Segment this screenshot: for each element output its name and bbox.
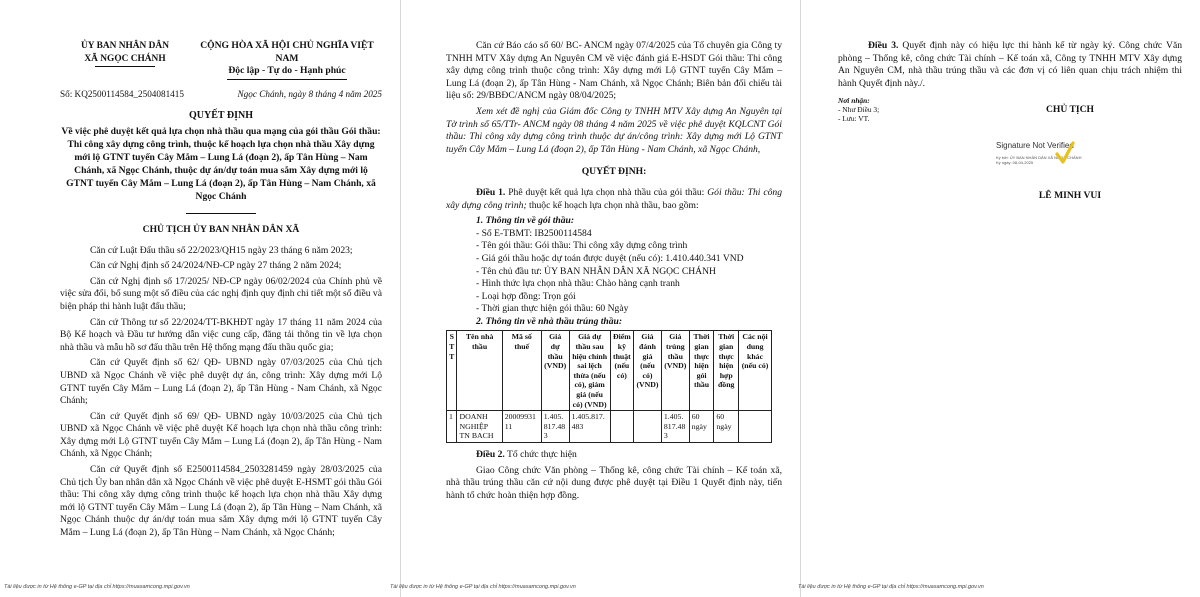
page-1 (0, 0, 400, 597)
authority-heading: CHỦ TỊCH ỦY BAN NHÂN DÂN XÃ (142, 223, 300, 235)
article-3: Điều 3. Quyết định này có hiệu lực thi hành kể từ ngày ký. Công chức Văn phòng – Thống kê, công chức Tài chính – Kế toán xã, Công ty TNHH MTV Xây dựng An Nguyên CM, nhà thầu trúng thầu và các đơn vị có liên quan chịu trách nhiệm thi hành Quyết định này./. (838, 40, 1183, 89)
cell-tech-score (610, 411, 633, 443)
national-motto: CỘNG HÒA XÃ HỘI CHỦ NGHĨA VIỆT NAM Độc lập - Tự do - Hạnh phúc (192, 40, 382, 80)
signer-title: CHỦ TỊCH (1045, 104, 1095, 115)
package-info-item: - Thời gian thực hiện gói thầu: 60 Ngày (476, 303, 629, 315)
page-footer: Tài liệu được in từ Hệ thống e-GP tại địa chỉ https://muasamcong.mpi.gov.vn (390, 584, 576, 591)
col-tech-score: Điểm kỹ thuật (nếu có) (610, 331, 633, 411)
package-info-item: - Loại hợp đồng: Trọn gói (476, 290, 576, 302)
winner-info-heading: 2. Thông tin về nhà thầu trúng thầu: (476, 315, 623, 327)
winner-table (446, 330, 772, 443)
basis-proposal: Xem xét đề nghị của Giám đốc Công ty TNHH MTV Xây dựng An Nguyên tại Tờ trình số 65/TTr- ANCM ngày 08 tháng 4 năm 2025 về việc phê duyệt KQLCNT Gói thầu: Thi công xây dựng công trình thuộc dự án/công trình: Xây dựng mới Lộ GTNT tuyến Cây Mắm – Lung Lá (đoạn 2), ấp Tân Hùng - Nam Chánh, xã Ngọc Chánh, (446, 105, 782, 155)
page-3 (800, 0, 1200, 597)
legal-basis-item: Căn cứ Luật Đấu thầu số 22/2023/QH15 ngày 23 tháng 6 năm 2023; (90, 244, 353, 256)
signature-check-icon (1054, 140, 1076, 168)
cell-adjusted-price: 1.405.817.483 (569, 411, 610, 443)
recipients-label: Nơi nhận: (838, 96, 870, 106)
col-bid-price: Giá dự thầu (VND) (541, 331, 569, 411)
package-info-item: - Số E-TBMT: IB2500114584 (476, 227, 592, 239)
cell-bid-price: 1.405.817.483 (541, 411, 569, 443)
col-stt: S T T (447, 331, 457, 411)
legal-basis-item: Căn cứ Nghị định số 24/2024/NĐ-CP ngày 27 tháng 2 năm 2024; (90, 260, 342, 272)
recipient-item: - Lưu: VT. (838, 114, 870, 124)
page-2 (390, 0, 800, 597)
cell-contractor-name: DOANH NGHIỆP TN BACH (457, 411, 502, 443)
col-adjusted-price: Giá dự thầu sau hiệu chỉnh sai lệch thừa (nếu có), giảm giá (nếu có) (VND) (569, 331, 610, 411)
cell-tax-code: 2000993111 (502, 411, 541, 443)
package-info-heading: 1. Thông tin về gói thầu: (476, 215, 575, 227)
signer-name: LÊ MINH VUI (1038, 190, 1102, 201)
basis-report: Căn cứ Báo cáo số 60/ BC- ANCM ngày 07/4/2025 của Tổ chuyên gia Công ty TNHH MTV Xây dựng An Nguyên CM về việc đánh giá E-HSDT Gói thầu: Thi công xây dựng công trình thuộc công trình: Xây dựng mới Lộ GTNT tuyến Cây Mắm – Lung Lá (đoạn 2), ấp Tân Hùng - Nam Chánh, xã Ngọc Chánh; Biên bản đối chiếu tài liệu số: 29/BBĐC/ANCM ngày 08/04/2025; (446, 40, 782, 102)
place-date: Ngọc Chánh, ngày 8 tháng 4 năm 2025 (237, 88, 382, 99)
decision-title: QUYẾT ĐỊNH (189, 110, 253, 122)
legal-basis-item: Căn cứ Quyết định số E2500114584_2503281459 ngày 28/03/2025 của Chủ tịch Ủy ban nhân dân xã Ngọc Chánh về việc phê duyệt E-HSMT gói thầu Gói thầu: Thi công xây dựng công trình thuộc kế hoạch lựa chọn nhà thầu Xây dựng mới lộ GTNT tuyến Cây Mắm – Lung Lá (đoạn 2), ấp Tân Hùng – Nam Chánh, xã Ngọc Chánh thuộc dự án/dự toán mua sắm Xây dựng mới lộ GTNT tuyến Cây Mắm – Lung Lá (đoạn 2), ấp Tân Hùng – Nam Chánh, xã Ngọc Chánh; (60, 464, 382, 539)
cell-package-duration: 60 ngày (689, 411, 714, 443)
page-footer: Tài liệu được in từ Hệ thống e-GP tại địa chỉ https://muasamcong.mpi.gov.vn (4, 584, 190, 591)
legal-bases (60, 245, 382, 540)
cell-eval-price (634, 411, 662, 443)
article-2-title: Điều 2. Tổ chức thực hiện (476, 449, 577, 460)
package-info-item: - Tên gói thầu: Gói thầu: Thi công xây dựng công trình (476, 240, 688, 252)
legal-basis-item: Căn cứ Quyết định số 62/ QĐ- UBND ngày 07/03/2025 của Chủ tịch UBND xã Ngọc Chánh về việc phê duyệt dự án, công trình: Xây dựng mới Lộ GTNT tuyến Cây Mắm – Lung Lá (đoạn 2), ấp Tân Hùng - Nam Chánh, xã Ngọc Chánh; (60, 357, 382, 407)
table-header-row (447, 331, 772, 411)
doc-header (60, 40, 382, 80)
cell-contract-duration: 60 ngày (714, 411, 739, 443)
col-other: Các nội dung khác (nếu có) (739, 331, 772, 411)
decision-heading: QUYẾT ĐỊNH: (581, 166, 647, 178)
decision-subject: Về việc phê duyệt kết quả lựa chọn nhà thầu qua mạng của gói thầu Gói thầu: Thi công xây dựng công trình, thuộc kế hoạch lựa chọn nhà thầu Xây dựng mới lộ GTNT tuyến Cây Mắm – Lung Lá (đoạn 2), ấp Tân Hùng – Nam Chánh, xã Ngọc Chánh, thuộc dự án/dự toán mua sắm Xây dựng mới lộ GTNT tuyến Cây Mắm – Lung Lá (đoạn 2), ấp Tân Hùng – Nam Chánh, xã Ngọc Chánh (61, 125, 381, 202)
col-contract-duration: Thời gian thực hiện hợp đồng (714, 331, 739, 411)
article-1: Điều 1. Phê duyệt kết quả lựa chọn nhà thầu của gói thầu: Gói thầu: Thi công xây dựng công trình; thuộc kế hoạch lựa chọn nhà thầu, bao gồm: (446, 186, 782, 211)
doc-meta (60, 88, 382, 101)
digital-signature (996, 140, 1106, 165)
col-package-duration: Thời gian thực hiện gói thầu (689, 331, 714, 411)
recipient-item: - Như Điều 3; (838, 105, 880, 115)
package-info-item: - Tên chủ đầu tư: ỦY BAN NHÂN DÂN XÃ NGỌC CHÁNH (476, 265, 716, 277)
legal-basis-item: Căn cứ Quyết định số 69/ QĐ- UBND ngày 10/03/2025 của Chủ tịch UBND xã Ngọc Chánh về việc phê duyệt Kế hoạch lựa chọn nhà thầu công trình: Xây dựng mới Lộ GTNT tuyến Cây Mắm – Lung Lá (đoạn 2), ấp Tân Hùng - Nam Chánh, xã Ngọc Chánh; (60, 410, 382, 460)
cell-other (739, 411, 772, 443)
col-eval-price: Giá đánh giá (nếu có) (VND) (634, 331, 662, 411)
page-footer: Tài liệu được in từ Hệ thống e-GP tại địa chỉ https://muasamcong.mpi.gov.vn (798, 584, 984, 591)
signature-details: Ký bởi: ỦY BAN NHÂN DÂN XÃ NGỌC CHÁNH Ký ngày: 08-04-2025 (996, 154, 1082, 165)
table-row (447, 411, 772, 443)
article-2-text: Giao Công chức Văn phòng – Thống kê, công chức Tài chính – Kế toán xã, nhà thầu trúng thầu căn cứ nội dung được phê duyệt tại Điều 1 Quyết định này, tiến hành tổ chức hoàn thiện hợp đồng. (446, 464, 782, 501)
package-info-item: - Hình thức lựa chọn nhà thầu: Chào hàng cạnh tranh (476, 278, 680, 290)
issuing-organization: ỦY BAN NHÂN DÂN XÃ NGỌC CHÁNH (60, 40, 190, 80)
package-info-item: - Giá gói thầu hoặc dự toán được duyệt (nếu có): 1.410.440.341 VND (476, 252, 744, 264)
legal-basis-item: Căn cứ Nghị định số 17/2025/ NĐ-CP ngày 06/02/2024 của Chính phủ về việc sửa đổi, bổ sung một số điều của các nghị định quy định chi tiết một số điều và biện pháp thi hành luật đấu thầu; (60, 275, 382, 312)
cell-stt: 1 (447, 411, 457, 443)
document-number: Số: KQ2500114584_2504081415 (60, 88, 184, 99)
legal-basis-item: Căn cứ Thông tư số 22/2024/TT-BKHĐT ngày 17 tháng 11 năm 2024 của Bộ Kế hoạch và Đầu tư hướng dẫn việc cung cấp, đăng tải thông tin về lựa chọn nhà thầu và mẫu hồ sơ đấu thầu trên Hệ thống mạng đấu thầu quốc gia; (60, 316, 382, 353)
cell-winning-price: 1.405.817.483 (661, 411, 689, 443)
col-tax-code: Mã số thuế (502, 331, 541, 411)
col-contractor-name: Tên nhà thầu (457, 331, 502, 411)
col-winning-price: Giá trúng thầu (VND) (661, 331, 689, 411)
package-info-list (446, 228, 782, 316)
signature-status: Signature Not Verified (996, 141, 1074, 150)
